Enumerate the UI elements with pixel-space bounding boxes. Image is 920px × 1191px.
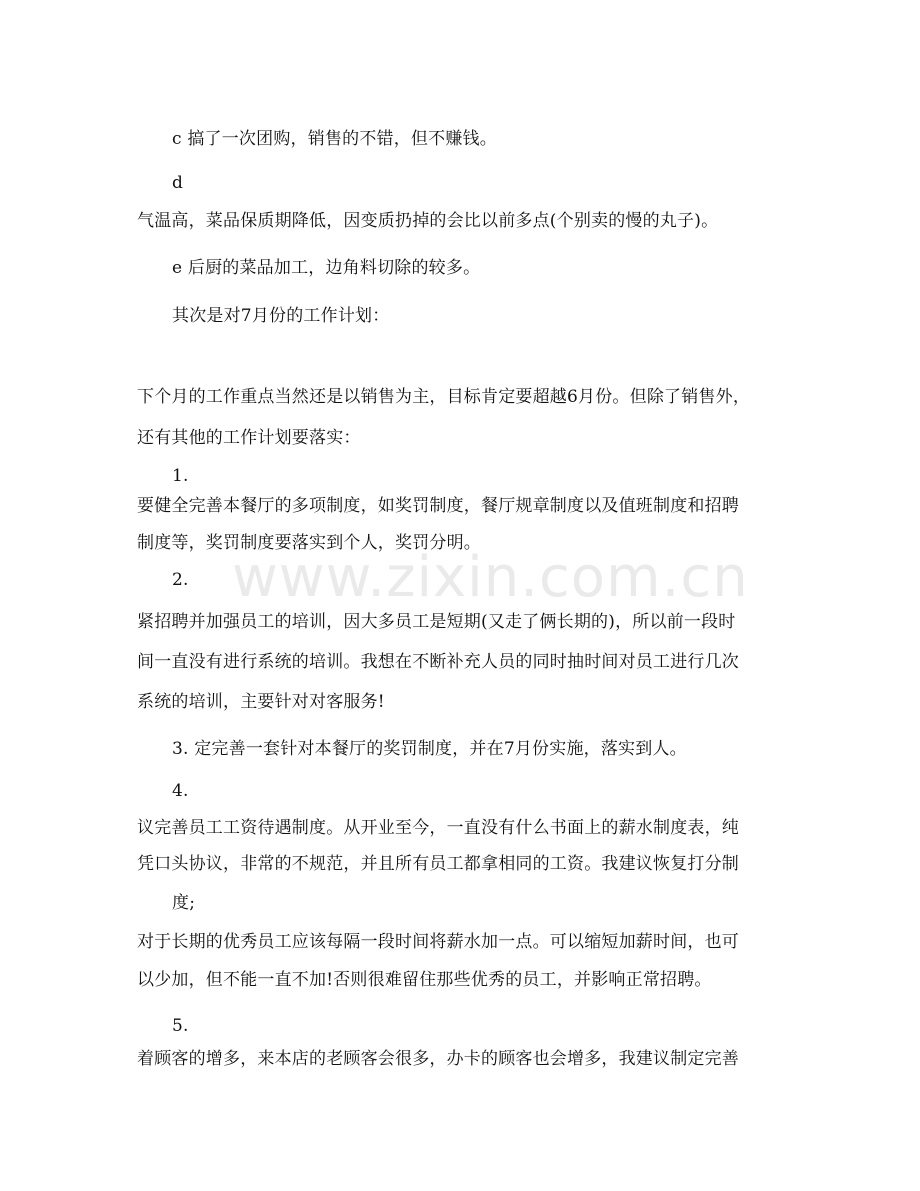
text-line-item2-a: 紧招聘并加强员工的培训，因大多员工是短期(又走了俩长期的)，所以前一段时 xyxy=(137,612,736,632)
list-number-1: 1. xyxy=(172,466,189,486)
text-line-item4-a: 议完善员工工资待遇制度。从开业至今，一直没有什么书面上的薪水制度表，纯 xyxy=(137,818,739,838)
text-line-plan-intro-2: 还有其他的工作计划要落实： xyxy=(137,428,361,448)
text-line-item1-b: 制度等，奖罚制度要落实到个人，奖罚分明。 xyxy=(137,533,481,553)
text-line-plan-intro-1: 下个月的工作重点当然还是以销售为主，目标肯定要超越6月份。但除了销售外， xyxy=(137,387,751,407)
text-line-item1-a: 要健全完善本餐厅的多项制度，如奖罚制度，餐厅规章制度以及值班制度和招聘 xyxy=(137,496,739,516)
text-line-item4-b: 凭口头协议，非常的不规范，并且所有员工都拿相同的工资。我建议恢复打分制 xyxy=(137,854,739,874)
text-line-item4-d: 对于长期的优秀员工应该每隔一段时间将薪水加一点。可以缩短加薪时间，也可 xyxy=(137,932,739,952)
text-line-item2-c: 系统的培训，主要针对对客服务! xyxy=(137,692,385,712)
watermark: www.zixin.com.cn xyxy=(232,545,749,610)
list-number-4: 4. xyxy=(172,781,189,801)
section-heading-july-plan: 其次是对7月份的工作计划： xyxy=(172,306,390,326)
text-line-item2-b: 间一直没有进行系统的培训。我想在不断补充人员的同时抽时间对员工进行几次 xyxy=(137,652,739,672)
text-line-item4-e: 以少加，但不能一直不加!否则很难留住那些优秀的员工，并影响正常招聘。 xyxy=(137,970,712,990)
list-number-5: 5. xyxy=(172,1016,189,1036)
text-line-item-e: e 后厨的菜品加工，边角料切除的较多。 xyxy=(172,258,481,278)
text-line-item4-c: 度; xyxy=(172,893,196,913)
text-line-temperature: 气温高，菜品保质期降低，因变质扔掉的会比以前多点(个别卖的慢的丸子)。 xyxy=(137,211,719,231)
text-line-item-d: d xyxy=(172,173,184,193)
text-line-item5-a: 着顾客的增多，来本店的老顾客会很多，办卡的顾客也会增多，我建议制定完善 xyxy=(137,1049,739,1069)
text-line-item3: 3. 定完善一套针对本餐厅的奖罚制度，并在7月份实施，落实到人。 xyxy=(172,739,687,759)
list-number-2: 2. xyxy=(172,570,189,590)
text-line-item-c: c 搞了一次团购，销售的不错，但不赚钱。 xyxy=(172,129,497,149)
